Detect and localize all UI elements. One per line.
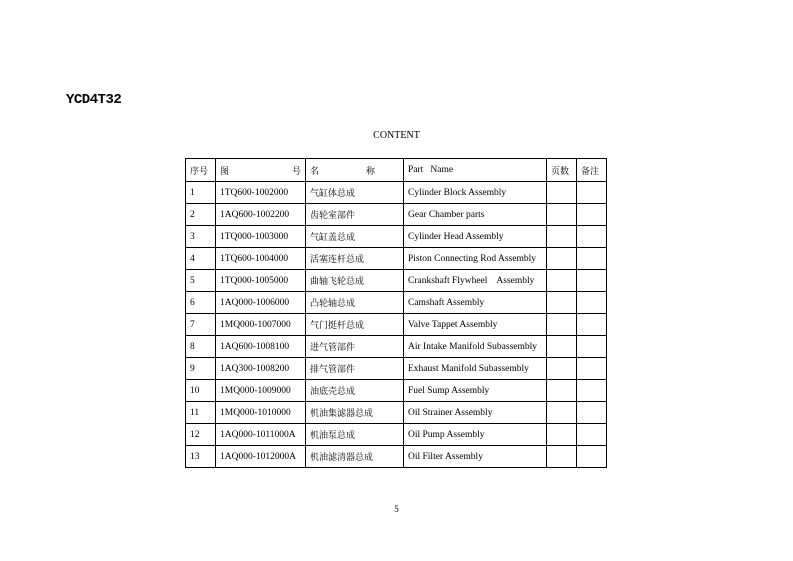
cell-remarks [577, 402, 607, 424]
cell-seq: 9 [186, 358, 216, 380]
cell-seq: 11 [186, 402, 216, 424]
cell-remarks [577, 182, 607, 204]
header-name-a: 名 [310, 166, 320, 177]
cell-chinese-name: 气缸体总成 [306, 182, 404, 204]
cell-chinese-name: 齿轮室部件 [306, 204, 404, 226]
cell-drawing-number: 1AQ300-1008200 [216, 358, 306, 380]
cell-pages [547, 336, 577, 358]
cell-chinese-name: 进气管部件 [306, 336, 404, 358]
cell-seq: 8 [186, 336, 216, 358]
cell-drawing-number: 1MQ000-1007000 [216, 314, 306, 336]
cell-seq: 12 [186, 424, 216, 446]
cell-chinese-name: 气缸盖总成 [306, 226, 404, 248]
cell-part-name: Fuel Sump Assembly [404, 380, 547, 402]
cell-seq: 3 [186, 226, 216, 248]
cell-remarks [577, 248, 607, 270]
header-name [306, 159, 404, 182]
cell-part-name: Oil Strainer Assembly [404, 402, 547, 424]
cell-chinese-name: 机油集滤器总成 [306, 402, 404, 424]
table-row [186, 402, 607, 424]
cell-seq: 10 [186, 380, 216, 402]
header-remarks: 备注 [577, 159, 607, 182]
cell-part-name: Camshaft Assembly [404, 292, 547, 314]
cell-remarks [577, 270, 607, 292]
cell-pages [547, 226, 577, 248]
cell-drawing-number: 1MQ000-1010000 [216, 402, 306, 424]
cell-pages [547, 380, 577, 402]
cell-drawing-number: 1TQ600-1004000 [216, 248, 306, 270]
cell-part-name: Oil Filter Assembly [404, 446, 547, 468]
cell-chinese-name: 排气管部件 [306, 358, 404, 380]
table-row [186, 314, 607, 336]
cell-pages [547, 424, 577, 446]
cell-seq: 1 [186, 182, 216, 204]
cell-pages [547, 292, 577, 314]
table-row [186, 446, 607, 468]
cell-chinese-name: 凸轮轴总成 [306, 292, 404, 314]
table-row [186, 248, 607, 270]
cell-seq: 5 [186, 270, 216, 292]
cell-pages [547, 248, 577, 270]
cell-drawing-number: 1AQ000-1012000A [216, 446, 306, 468]
cell-drawing-number: 1TQ600-1002000 [216, 182, 306, 204]
table-row [186, 226, 607, 248]
table-row [186, 292, 607, 314]
page-title: CONTENT [373, 130, 420, 141]
cell-remarks [577, 358, 607, 380]
cell-seq: 7 [186, 314, 216, 336]
cell-chinese-name: 活塞连杆总成 [306, 248, 404, 270]
cell-chinese-name: 机油滤清器总成 [306, 446, 404, 468]
table-row [186, 336, 607, 358]
cell-seq: 2 [186, 204, 216, 226]
cell-drawing-number: 1TQ000-1003000 [216, 226, 306, 248]
cell-part-name: Crankshaft Flywheel Assembly [404, 270, 547, 292]
cell-pages [547, 182, 577, 204]
header-pages: 页数 [547, 159, 577, 182]
contents-table [185, 158, 607, 468]
cell-part-name: Cylinder Head Assembly [404, 226, 547, 248]
cell-pages [547, 204, 577, 226]
table-row [186, 270, 607, 292]
cell-part-name: Gear Chamber parts [404, 204, 547, 226]
cell-pages [547, 402, 577, 424]
cell-remarks [577, 204, 607, 226]
table-row [186, 358, 607, 380]
cell-remarks [577, 446, 607, 468]
table-row [186, 424, 607, 446]
cell-part-name: Cylinder Block Assembly [404, 182, 547, 204]
cell-remarks [577, 226, 607, 248]
header-part-name: Part Name [404, 159, 547, 182]
cell-drawing-number: 1AQ600-1002200 [216, 204, 306, 226]
cell-pages [547, 446, 577, 468]
model-code: YCD4T32 [66, 92, 122, 108]
cell-remarks [577, 292, 607, 314]
cell-seq: 13 [186, 446, 216, 468]
table-row [186, 204, 607, 226]
cell-part-name: Air Intake Manifold Subassembly [404, 336, 547, 358]
table-row [186, 380, 607, 402]
cell-remarks [577, 336, 607, 358]
cell-part-name: Oil Pump Assembly [404, 424, 547, 446]
cell-drawing-number: 1MQ000-1009000 [216, 380, 306, 402]
cell-seq: 6 [186, 292, 216, 314]
cell-remarks [577, 314, 607, 336]
cell-drawing-number: 1AQ600-1008100 [216, 336, 306, 358]
cell-chinese-name: 曲轴飞轮总成 [306, 270, 404, 292]
cell-pages [547, 314, 577, 336]
cell-chinese-name: 气门挺杆总成 [306, 314, 404, 336]
header-drawing-a: 图 [220, 166, 230, 177]
header-drawing-number [216, 159, 306, 182]
cell-part-name: Valve Tappet Assembly [404, 314, 547, 336]
cell-pages [547, 270, 577, 292]
cell-drawing-number: 1TQ000-1005000 [216, 270, 306, 292]
cell-remarks [577, 380, 607, 402]
header-name-b: 称 [365, 166, 375, 177]
cell-pages [547, 358, 577, 380]
cell-drawing-number: 1AQ000-1006000 [216, 292, 306, 314]
cell-drawing-number: 1AQ000-1011000A [216, 424, 306, 446]
cell-chinese-name: 机油泵总成 [306, 424, 404, 446]
header-drawing-b: 号 [291, 166, 301, 177]
cell-part-name: Exhaust Manifold Subassembly [404, 358, 547, 380]
header-seq: 序号 [186, 159, 216, 182]
cell-remarks [577, 424, 607, 446]
page-number: 5 [394, 504, 399, 514]
cell-part-name: Piston Connecting Rod Assembly [404, 248, 547, 270]
table-row [186, 182, 607, 204]
table-header-row [186, 159, 607, 182]
cell-chinese-name: 油底壳总成 [306, 380, 404, 402]
cell-seq: 4 [186, 248, 216, 270]
